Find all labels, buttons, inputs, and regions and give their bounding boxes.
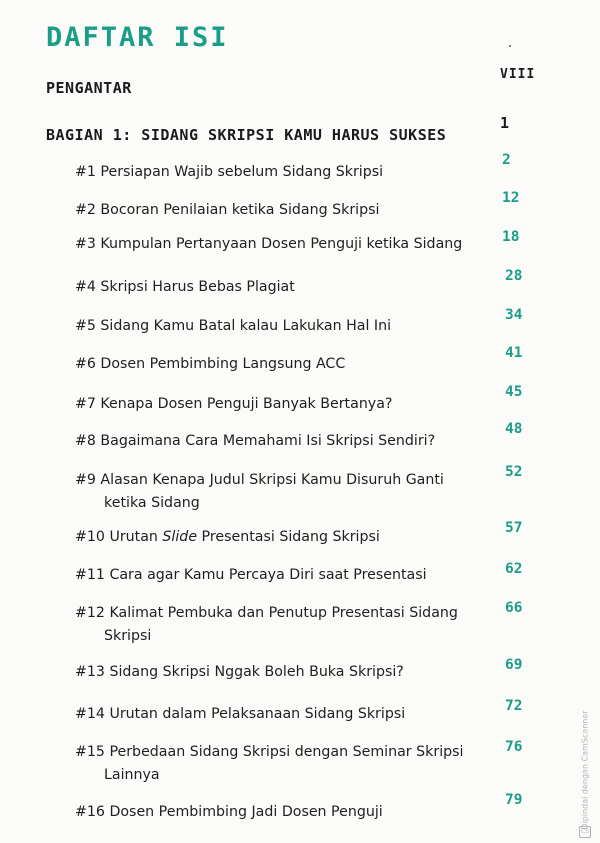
toc-entry-title: #5 Sidang Kamu Batal kalau Lakukan Hal Ini — [75, 318, 392, 334]
toc-heading-pengantar-page: VIII — [500, 67, 536, 82]
toc-entry-13 — [75, 661, 495, 684]
toc-entry-12 — [75, 602, 495, 648]
toc-entry-10 — [75, 526, 495, 549]
toc-entry-5 — [75, 315, 495, 338]
toc-entry-page: 62 — [505, 561, 523, 577]
toc-entry-2 — [75, 199, 495, 222]
toc-entry-15 — [75, 741, 495, 787]
toc-entry-page: 79 — [505, 792, 523, 808]
toc-entry-3 — [75, 233, 495, 256]
scanner-watermark — [576, 710, 594, 835]
toc-entry-7 — [75, 393, 495, 416]
toc-entry-page: 45 — [505, 384, 523, 400]
toc-entry-title: #16 Dosen Pembimbing Jadi Dosen Penguji — [75, 804, 383, 820]
toc-entry-title: #15 Perbedaan Sidang Skripsi dengan Seminar Skripsi — [75, 744, 464, 760]
toc-entry-title: #13 Sidang Skripsi Nggak Boleh Buka Skripsi? — [75, 664, 404, 680]
scan-speck — [509, 45, 511, 47]
toc-entry-title-post: Presentasi Sidang Skripsi — [197, 529, 380, 545]
toc-entry-page: 72 — [505, 698, 523, 714]
toc-entry-page: 52 — [505, 464, 523, 480]
toc-entry-page: 48 — [505, 421, 523, 437]
toc-entry-title-continued: Skripsi — [104, 628, 152, 644]
toc-entry-8 — [75, 430, 495, 453]
toc-entry-title: #6 Dosen Pembimbing Langsung ACC — [75, 356, 346, 372]
toc-entry-title: #7 Kenapa Dosen Penguji Banyak Bertanya? — [75, 396, 393, 412]
toc-entry-9 — [75, 469, 495, 515]
toc-entry-page: 34 — [505, 307, 523, 323]
toc-entry-title: #11 Cara agar Kamu Percaya Diri saat Presentasi — [75, 567, 427, 583]
toc-entry-title-continued: ketika Sidang — [104, 495, 200, 511]
toc-entry-16 — [75, 801, 495, 824]
toc-entry-title: #9 Alasan Kenapa Judul Skripsi Kamu Disuruh Ganti — [75, 472, 444, 488]
toc-entry-title: #3 Kumpulan Pertanyaan Dosen Penguji ketika Sidang — [75, 236, 463, 252]
toc-entry-page: 18 — [502, 229, 520, 245]
toc-entry-page: 66 — [505, 600, 523, 616]
toc-heading-bagian-1: BAGIAN 1: SIDANG SKRIPSI KAMU HARUS SUKSES — [46, 126, 447, 144]
toc-entry-4 — [75, 276, 495, 299]
toc-entry-1 — [75, 161, 495, 184]
toc-heading-pengantar: PENGANTAR — [46, 79, 132, 97]
toc-entry-title: #14 Urutan dalam Pelaksanaan Sidang Skripsi — [75, 706, 406, 722]
scanner-watermark-text: Dipindai dengan CamScanner — [580, 710, 590, 830]
toc-entry-title-italic: Slide — [162, 529, 198, 545]
toc-entry-page: 2 — [502, 152, 511, 168]
toc-entry-page: 57 — [505, 520, 523, 536]
toc-entry-title: #1 Persiapan Wajib sebelum Sidang Skripsi — [75, 164, 384, 180]
toc-entry-title: #8 Bagaimana Cara Memahami Isi Skripsi Sendiri? — [75, 433, 436, 449]
toc-entry-title-pre: #10 Urutan — [75, 529, 163, 545]
toc-entry-page: 69 — [505, 657, 523, 673]
toc-entry-11 — [75, 564, 495, 587]
toc-entry-page: 28 — [505, 268, 523, 284]
page-title: DAFTAR ISI — [46, 22, 229, 53]
toc-entry-page: 76 — [505, 739, 523, 755]
toc-entry-title-continued: Lainnya — [104, 767, 160, 783]
toc-entry-title: #4 Skripsi Harus Bebas Plagiat — [75, 279, 295, 295]
toc-entry-title: #12 Kalimat Pembuka dan Penutup Presentasi Sidang — [75, 605, 458, 621]
camscanner-logo-icon: CS — [579, 826, 591, 838]
toc-entry-page: 12 — [502, 190, 520, 206]
toc-entry-14 — [75, 703, 495, 726]
toc-entry-title: #2 Bocoran Penilaian ketika Sidang Skripsi — [75, 202, 380, 218]
toc-entry-page: 41 — [505, 345, 523, 361]
toc-entry-6 — [75, 353, 495, 376]
toc-heading-bagian-1-page: 1 — [500, 114, 511, 132]
